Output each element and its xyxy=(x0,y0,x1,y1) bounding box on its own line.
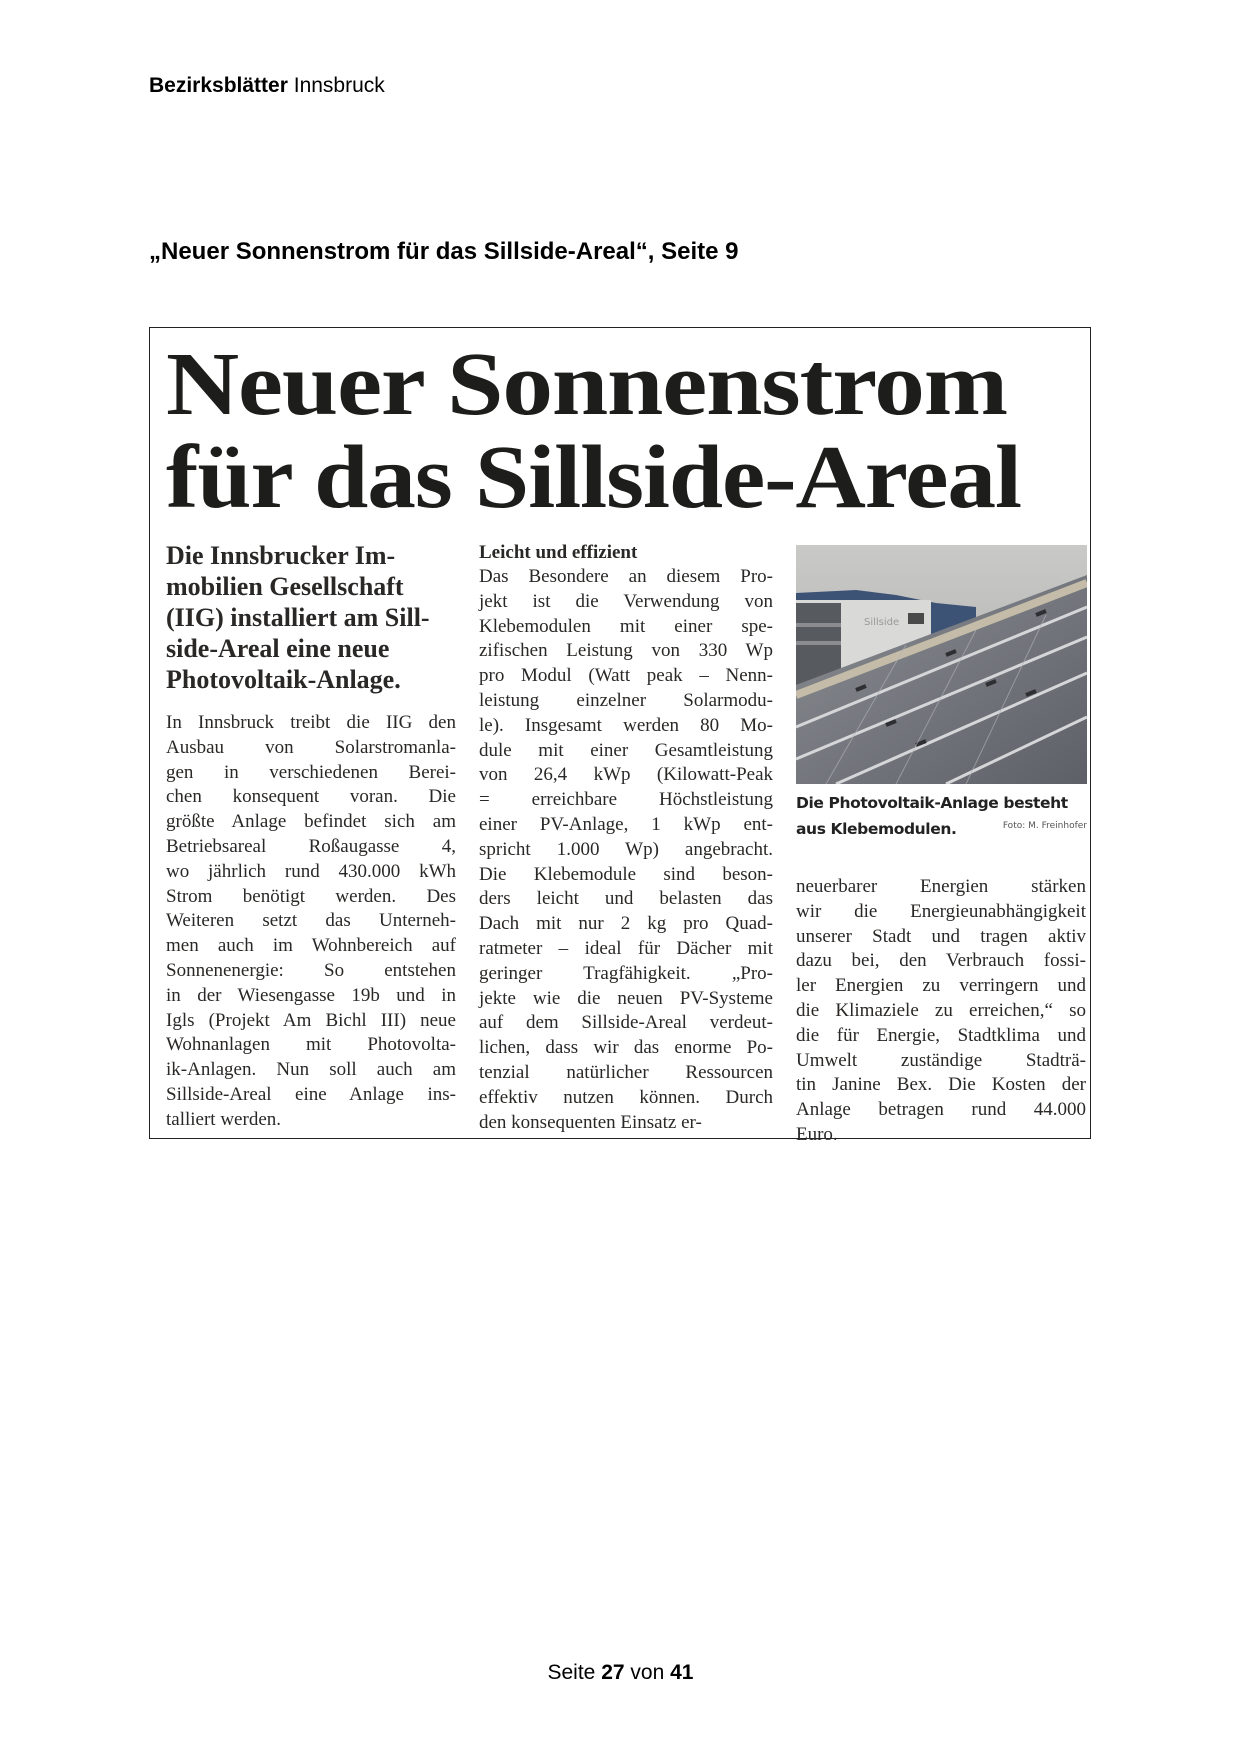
text-line: Sonnenenergie: So entstehen xyxy=(166,959,456,981)
column-2-body xyxy=(479,565,773,1135)
text-line: Dach mit nur 2 kg pro Quad- xyxy=(479,913,773,935)
text-line: den konsequenten Einsatz er- xyxy=(479,1111,702,1133)
column-1-body xyxy=(166,711,456,1133)
text-line: die für Energie, Stadtklima und xyxy=(796,1024,1086,1046)
text-line: gen in verschiedenen Berei- xyxy=(166,761,456,783)
text-line: Die Innsbrucker Im- xyxy=(166,541,396,570)
text-line: von 26,4 kWp (Kilowatt-Peak xyxy=(479,764,773,786)
text-line: le). Insgesamt werden 80 Mo- xyxy=(479,714,773,736)
photo-building-sign: Sillside xyxy=(864,617,900,628)
text-line: Igls (Projekt Am Bichl III) neue xyxy=(166,1009,456,1031)
publication-region: Innsbruck xyxy=(293,74,385,97)
subheading: Leicht und effizient xyxy=(479,542,638,563)
text-line: In Innsbruck treibt die IIG den xyxy=(166,712,456,733)
article-headline xyxy=(166,335,1021,527)
text-line: Die Klebemodule sind beson- xyxy=(479,863,773,885)
text-line: geringer Tragfähigkeit. „Pro- xyxy=(479,962,773,984)
text-line: effektiv nutzen können. Durch xyxy=(479,1086,773,1108)
photo-credit: Foto: M. Freinhofer xyxy=(1002,821,1087,831)
photo-caption xyxy=(796,790,1087,842)
text-line: größte Anlage befindet sich am xyxy=(166,811,456,833)
text-line: ler Energien zu verringern und xyxy=(796,975,1086,997)
text-line: Das Besondere an diesem Pro- xyxy=(479,566,773,587)
column-3-body xyxy=(796,875,1086,1148)
text-line: Sillside-Areal eine Anlage ins- xyxy=(166,1083,456,1105)
article-column-2 xyxy=(479,540,773,1135)
caption-line-1: Die Photovoltaik-Anlage besteht xyxy=(796,794,1068,812)
text-line: side-Areal eine neue xyxy=(166,634,390,663)
text-line: jekt ist die Verwendung von xyxy=(479,590,773,612)
article-photo xyxy=(796,545,1087,784)
text-line: = erreichbare Höchstleistung xyxy=(479,789,773,811)
article-column-1 xyxy=(166,540,456,1133)
total-pages: 41 xyxy=(670,1661,694,1684)
article-column-3 xyxy=(796,875,1086,1148)
text-line: Umwelt zuständige Stadträ- xyxy=(796,1049,1086,1071)
headline-line-2: für das Sillside-Areal xyxy=(166,428,1021,527)
text-line: Photovoltaik-Anlage. xyxy=(166,665,401,694)
text-line: dazu bei, den Verbrauch fossi- xyxy=(796,950,1086,972)
current-page: 27 xyxy=(601,1661,625,1684)
text-line: pro Modul (Watt peak – Nenn- xyxy=(479,665,773,687)
headline-line-1: Neuer Sonnenstrom xyxy=(166,335,1007,434)
text-line: ik-Anlagen. Nun soll auch am xyxy=(166,1059,456,1081)
text-line: Strom benötigt werden. Des xyxy=(166,885,456,907)
text-line: (IIG) installiert am Sill- xyxy=(166,603,430,632)
publication-header xyxy=(149,74,385,98)
article-reference: „Neuer Sonnenstrom für das Sillside-Areal“, Seite 9 xyxy=(149,238,739,265)
text-line: spricht 1.000 Wp) angebracht. xyxy=(479,838,773,860)
text-line: chen konsequent voran. Die xyxy=(166,786,456,808)
text-line: wir die Energieunabhängigkeit xyxy=(796,900,1086,922)
text-line: Wohnanlagen mit Photovolta- xyxy=(166,1034,456,1056)
text-line: Weiteren setzt das Unterneh- xyxy=(166,910,456,932)
text-line: einer PV-Anlage, 1 kWp ent- xyxy=(479,813,773,835)
caption-line-2: aus Klebemodulen. xyxy=(796,820,957,838)
text-line: jekte wie die neuen PV-Systeme xyxy=(479,987,773,1009)
text-line: ratmeter – ideal für Dächer mit xyxy=(479,937,773,959)
publication-name: Bezirksblätter xyxy=(149,74,288,97)
text-line: tin Janine Bex. Die Kosten der xyxy=(796,1074,1086,1096)
text-line: wo jährlich rund 430.000 kWh xyxy=(166,860,456,882)
text-line: tenzial natürlicher Ressourcen xyxy=(479,1061,773,1083)
text-line: Euro. xyxy=(796,1123,838,1145)
text-line: in der Wiesengasse 19b und in xyxy=(166,984,456,1006)
text-line: Betriebsareal Roßaugasse 4, xyxy=(166,835,456,857)
text-line: ders leicht und belasten das xyxy=(479,888,773,910)
text-line: Anlage betragen rund 44.000 xyxy=(796,1099,1086,1121)
text-line: lichen, dass wir das enorme Po- xyxy=(479,1037,773,1059)
text-line: zifischen Leistung von 330 Wp xyxy=(479,640,773,662)
text-line: mobilien Gesellschaft xyxy=(166,572,404,601)
article-deck xyxy=(166,540,456,695)
text-line: unserer Stadt und tragen aktiv xyxy=(796,925,1086,947)
page-of: von xyxy=(630,1661,665,1684)
page-footer xyxy=(0,1661,1241,1685)
article-clipping xyxy=(149,327,1091,1145)
text-line: die Klimaziele zu erreichen,“ so xyxy=(796,999,1086,1021)
page-label: Seite xyxy=(547,1661,596,1684)
text-line: neuerbarer Energien stärken xyxy=(796,876,1086,897)
text-line: dule mit einer Gesamtleistung xyxy=(479,739,773,761)
text-line: Ausbau von Solarstromanla- xyxy=(166,736,456,758)
text-line: leistung einzelner Solarmodu- xyxy=(479,689,773,711)
text-line: men auch im Wohnbereich auf xyxy=(166,935,456,957)
text-line: Klebemodulen mit einer spe- xyxy=(479,615,773,637)
text-line: auf dem Sillside-Areal verdeut- xyxy=(479,1012,773,1034)
text-line: talliert werden. xyxy=(166,1108,282,1130)
